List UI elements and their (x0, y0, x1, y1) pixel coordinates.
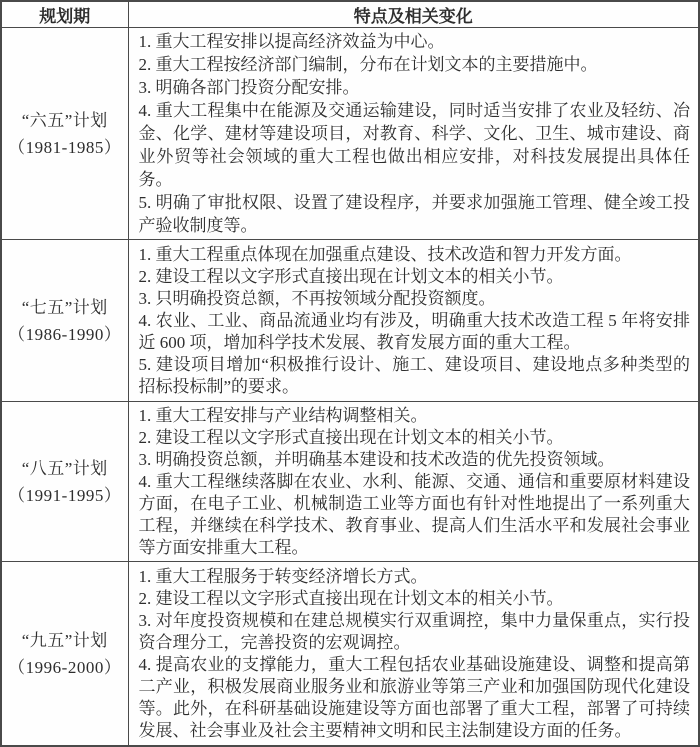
header-cell-period: 规划期 (1, 1, 128, 28)
feature-item: 4. 重大工程继续落脚在农业、水利、能源、交通、通信和重要原材料建设方面，在电子工业、机械制造工业等方面也有针对性地提出了一系列重大工程，并继续在科学技术、教育事业、提高人们生活水平和发展社会事业等方面安排重大工程。 (138, 471, 690, 557)
period-name: “八五”计划 (21, 458, 108, 478)
feature-item: 3. 明确投资总额，并明确基本建设和技术改造的优先投资领域。 (138, 449, 615, 469)
header-cell-features: 特点及相关变化 (128, 1, 699, 28)
period-name: “七五”计划 (21, 297, 108, 317)
feature-item: 5. 明确了审批权限、设置了建设程序，并要求加强施工管理、健全竣工投产验收制度等。 (138, 193, 690, 235)
feature-item: 4. 农业、工业、商品流通业均有涉及，明确重大技术改造工程 5 年将安排近 600 项，增加科学技术发展、教育发展方面的重大工程。 (138, 310, 690, 352)
features-cell (128, 562, 699, 747)
feature-item: 2. 重大工程按经济部门编制，分布在计划文本的主要措施中。 (138, 55, 598, 74)
feature-item: 2. 建设工程以文字形式直接出现在计划文本的相关小节。 (138, 427, 564, 447)
period-cell (1, 402, 128, 562)
features-cell (128, 28, 699, 240)
feature-item: 2. 建设工程以文字形式直接出现在计划文本的相关小节。 (138, 266, 564, 286)
period-years: （1981-1985） (8, 137, 122, 157)
feature-item: 3. 对年度投资规模和在建总规模实行双重调控，集中力量保重点，实行投资合理分工，完善投资的宏观调控。 (138, 610, 690, 652)
period-years: （1991-1995） (8, 485, 122, 505)
features-cell (128, 240, 699, 402)
feature-item: 5. 建设项目增加“积极推行设计、施工、建设项目、建设地点多种类型的招标投标制”的要求。 (138, 354, 690, 396)
period-years: （1986-1990） (8, 324, 122, 344)
table-row-7th-plan (1, 240, 699, 402)
features-cell (128, 402, 699, 562)
period-cell (1, 28, 128, 240)
feature-item: 1. 重大工程安排以提高经济效益为中心。 (138, 32, 445, 51)
period-name: “六五”计划 (21, 110, 108, 130)
feature-item: 4. 重大工程集中在能源及交通运输建设，同时适当安排了农业及轻纺、冶金、化学、建材等建设项目，对教育、科学、文化、卫生、城市建设、商业外贸等社会领域的重大工程也做出相应安排，对科技发展提出具体任务。 (138, 101, 690, 189)
table-row-9th-plan (1, 562, 699, 747)
feature-item: 1. 重大工程安排与产业结构调整相关。 (138, 405, 428, 425)
feature-item: 1. 重大工程服务于转变经济增长方式。 (138, 566, 428, 586)
period-name: “九五”计划 (21, 630, 108, 650)
period-years: （1996-2000） (8, 657, 122, 677)
feature-item: 2. 建设工程以文字形式直接出现在计划文本的相关小节。 (138, 588, 564, 608)
feature-item: 3. 明确各部门投资分配安排。 (138, 78, 360, 97)
period-cell (1, 562, 128, 747)
period-cell (1, 240, 128, 402)
table-row-8th-plan (1, 402, 699, 562)
feature-item: 4. 提高农业的支撑能力，重大工程包括农业基础设施建设、调整和提高第二产业，积极发展商业服务业和旅游业等第三产业和加强国防现代化建设等。此外，在科研基础设施建设等方面也部署了重大工程，部署了可持续发展、社会事业及社会主要精神文明和民主法制建设方面的任务。 (138, 654, 690, 740)
table-row-6th-plan (1, 28, 699, 240)
feature-item: 1. 重大工程重点体现在加强重点建设、技术改造和智力开发方面。 (138, 244, 632, 264)
feature-item: 3. 只明确投资总额，不再按领域分配投资额度。 (138, 288, 496, 308)
header-row (1, 1, 699, 28)
